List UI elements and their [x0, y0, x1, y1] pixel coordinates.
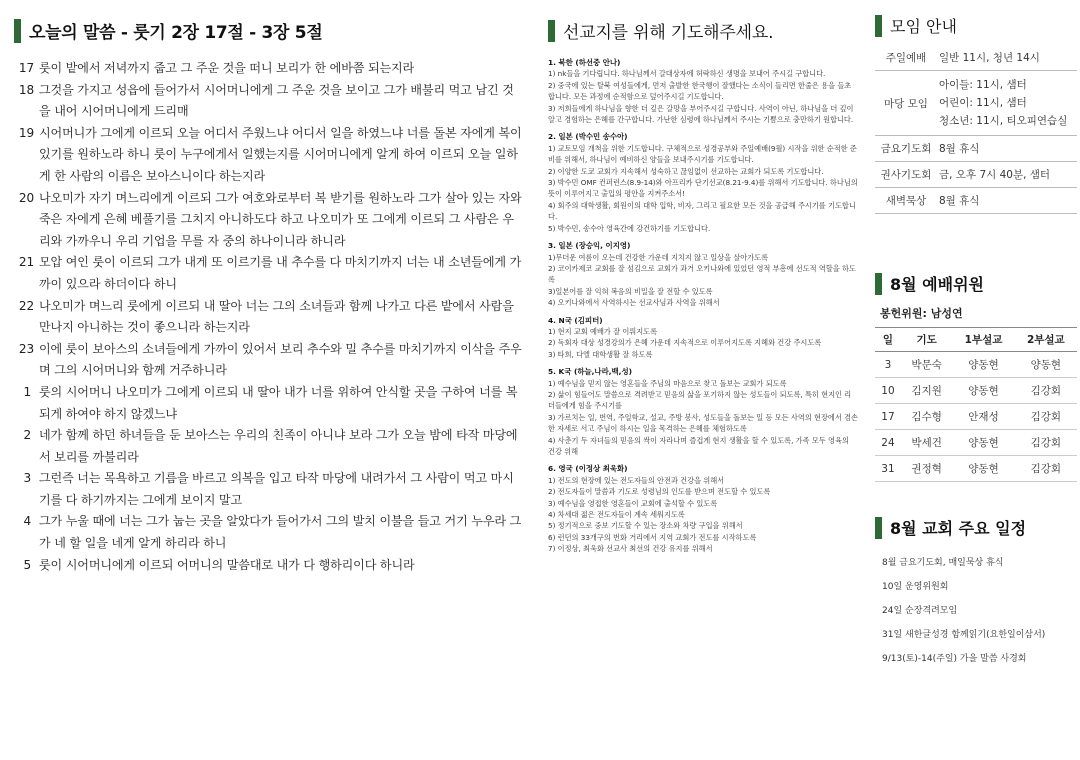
verse-number: 22	[18, 298, 34, 313]
verse-number: 19	[18, 125, 34, 140]
scripture-heading	[14, 18, 524, 43]
schedule-item: 9/13(토)-14(주일) 가을 말씀 사경회	[882, 654, 1027, 664]
meeting-value-line: 8월 휴식	[939, 143, 980, 155]
prayer-item: 7) 이정상, 최욱화 선교사 최선의 건강 유지를 위해서	[548, 544, 713, 554]
prayer-item: 4) 사춘기 두 자녀들의 믿음의 싹이 자라나며 즐겁게 현지 생활을 할 수 있도록, 가족 모두 영육의 건강 위해	[548, 435, 849, 456]
scripture-title: 오늘의 말씀 - 룻기 2장 17절 - 3장 5절	[29, 23, 323, 43]
prayer-group-title: 6. 영국 (이정상 최욱화)	[548, 464, 628, 474]
verse-item	[14, 382, 524, 425]
verse-number: 5	[23, 557, 31, 572]
meeting-label: 마당 모임	[884, 97, 928, 110]
duty-cell: 24	[875, 430, 901, 456]
heading-accent-bar	[875, 273, 882, 295]
duty-cell: 김수형	[901, 404, 952, 430]
duty-cell: 17	[875, 404, 901, 430]
prayer-list	[548, 57, 858, 555]
prayer-heading	[548, 18, 858, 43]
verse-text: 룻이 시어머니에게 이르되 어머니의 말씀대로 내가 다 행하리이다 하니라	[39, 557, 415, 572]
duty-cell: 박문숙	[901, 352, 952, 378]
verse-number: 20	[18, 190, 34, 205]
prayer-section	[548, 18, 858, 561]
prayer-group	[548, 240, 858, 308]
verse-item	[14, 511, 524, 554]
duty-header-cell: 1부설교	[952, 328, 1014, 352]
prayer-item: 4) 오키나와에서 사역하시는 선교사님과 사역을 위해서	[548, 298, 720, 308]
duty-row	[875, 352, 1077, 378]
verse-text: 이에 룻이 보아스의 소녀들에게 가까이 있어서 보리 추수와 밀 추수를 마치기까지 이삭을 주우며 그의 시어머니와 함께 거주하니라	[39, 341, 522, 378]
verse-text: 그것을 가지고 성읍에 들어가서 시어머니에게 그 주운 것을 보이고 그가 배불리 먹고 남긴 것을 내어 시어머니에게 드리매	[39, 82, 514, 119]
prayer-group-title: 5. K국 (하늘,나라,백,성)	[548, 367, 632, 377]
duty-title: 8월 예배위원	[890, 275, 984, 294]
schedule-title: 8월 교회 주요 일정	[890, 519, 1027, 538]
meeting-label: 금요기도회	[880, 143, 932, 155]
meetings-table	[875, 45, 1077, 214]
offering-committee: 봉헌위원: 남성연	[880, 307, 963, 320]
verse-text: 그가 누울 때에 너는 그가 눕는 곳을 알았다가 들어가서 그의 발치 이불을 들고 거기 누우라 그가 네 할 일을 네게 알게 하리라 하니	[39, 514, 522, 551]
verse-text: 시어머니가 그에게 이르되 오늘 어디서 주웠느냐 어디서 일을 하였느냐 너를 돌본 자에게 복이 있기를 원하노라 하니 룻이 누구에게서 일했는지를 시어머니에게 알게 하여 이르되 오늘 일하게 한 사람의 이름은 보아스니이다 하는지라	[39, 125, 522, 183]
meeting-value-line: 청소년: 11시, 티오피연습실	[939, 115, 1068, 127]
duty-cell: 양동현	[1015, 352, 1077, 378]
duty-row	[875, 430, 1077, 456]
prayer-item: 4) 회주의 대학생활, 회원이의 대학 입학, 비자, 그리고 필요한 모든 것을 공급해 주시기를 기도합니다.	[548, 200, 856, 222]
prayer-item: 3) 저희들에게 하나님을 향한 더 깊은 갈망을 부어주시길 구합니다. 사역이 아닌, 하나님을 더 깊이 알고 경험하는 은혜를 간구합니다. 가난한 심령에 하나님께서 주시는 기쁨으로 충만하기 원합니다.	[548, 103, 854, 125]
meeting-value	[937, 71, 1077, 136]
heading-accent-bar	[875, 15, 882, 37]
heading-accent-bar	[14, 19, 21, 43]
schedule-item: 31일 새한글성경 함께읽기(요한일이삼서)	[882, 630, 1046, 640]
verse-number: 21	[18, 255, 34, 270]
prayer-item: 1) nk들을 기다립니다. 하나님께서 갈대상자에 허락하신 생명을 보내어 주시길 구합니다.	[548, 69, 826, 79]
prayer-item: 1)무더운 여름이 오는데 건강한 가운데 지치지 않고 일상을 살아가도록	[548, 252, 769, 262]
duty-cell: 양동현	[952, 378, 1014, 404]
verse-item	[14, 80, 524, 123]
prayer-item: 2) 삶이 힘들어도 말씀으로 격려받고 믿음의 삶을 포기하지 않는 성도들이 되도록, 특히 현지인 리더들에게 힘을 주시기를	[548, 389, 852, 411]
duty-cell: 김강회	[1015, 404, 1077, 430]
duty-row	[875, 456, 1077, 482]
verse-item	[14, 296, 524, 339]
prayer-group-title: 1. 북한 (하선중 안나)	[548, 58, 621, 67]
duty-row	[875, 378, 1077, 404]
verse-text: 모압 여인 룻이 이르되 그가 내게 또 이르기를 내 추수를 다 마치기까지 너는 내 소년들에게 가까이 있으라 하더이다 하니	[39, 255, 522, 291]
prayer-item: 4) 차세대 젊은 전도자들이 계속 세워지도록	[548, 510, 685, 520]
duty-cell: 김강회	[1015, 378, 1077, 404]
verse-text: 룻이 밭에서 저녁까지 줍고 그 주운 것을 떠니 보리가 한 에바쯤 되는지라	[39, 61, 415, 75]
duty-header-cell: 2부설교	[1015, 328, 1077, 352]
meeting-row	[875, 162, 1077, 188]
prayer-group	[548, 366, 858, 457]
duty-cell: 3	[875, 352, 901, 378]
verse-item	[14, 555, 524, 577]
prayer-item: 3)일본어를 잘 익혀 복음의 비밀을 잘 전할 수 있도록	[548, 286, 713, 296]
prayer-group	[548, 131, 858, 234]
duty-header-cell: 일	[875, 328, 901, 352]
duty-cell: 김강회	[1015, 430, 1077, 456]
duty-cell: 양동현	[952, 430, 1014, 456]
duty-cell: 10	[875, 378, 901, 404]
verse-item	[14, 252, 524, 295]
prayer-item: 1) 예수님을 믿지 않는 영혼들을 주님의 마음으로 찾고 돌보는 교회가 되도록	[548, 378, 787, 388]
verse-number: 2	[23, 428, 31, 443]
schedule-list	[875, 551, 1077, 671]
prayer-item: 3) 예수님을 영접한 영혼들이 교회에 출석할 수 있도록	[548, 498, 718, 508]
meeting-value-line: 아이들: 11시, 샘터	[939, 79, 1027, 91]
prayer-item: 3) 타희, 다엘 대학생활 잘 하도록	[548, 349, 653, 359]
duty-cell: 안재성	[952, 404, 1014, 430]
schedule-item: 8월 금요기도회, 매일묵상 휴식	[882, 558, 1004, 568]
prayer-group	[548, 57, 858, 125]
verse-item	[14, 425, 524, 468]
verse-item	[14, 123, 524, 188]
prayer-item: 2) 코이카제코 교회를 잘 섬김으로 교회가 과거 오키나와에 있었던 영적 부흥에 선도적 역할을 하도록	[548, 263, 856, 285]
verse-number: 1	[23, 384, 31, 399]
schedule-item: 24일 순장격려모임	[882, 606, 958, 616]
duty-cell: 양동현	[952, 456, 1014, 482]
heading-accent-bar	[548, 20, 555, 42]
scripture-section	[14, 18, 524, 576]
duty-header-row	[875, 328, 1077, 352]
meeting-value-line: 일반 11시, 청년 14시	[939, 52, 1040, 64]
meeting-value	[937, 162, 1077, 188]
verse-number: 3	[23, 471, 31, 486]
duty-table	[875, 327, 1077, 482]
verse-item	[14, 468, 524, 511]
verse-number: 23	[18, 341, 34, 356]
verse-list	[14, 58, 524, 576]
meeting-label: 주일예배	[885, 52, 927, 64]
meeting-value	[937, 136, 1077, 162]
prayer-item: 2) 이양한 도쿄 교회가 지속해서 성숙하고 끊임없이 선교하는 교회가 되도록 기도합니다.	[548, 166, 824, 176]
verse-item	[14, 339, 524, 382]
meeting-label: 권사기도회	[880, 169, 932, 181]
prayer-item: 5) 박수민, 송수아 영육간에 강건하기를 기도합니다.	[548, 223, 711, 233]
meeting-value-line: 어린이: 11시, 샘터	[939, 97, 1027, 109]
verse-item	[14, 58, 524, 80]
verse-text: 나오미가 며느리 룻에게 이르되 내 딸아 너는 그의 소녀들과 함께 나가고 다른 밭에서 사람을 만나지 아니하는 것이 좋으니라 하는지라	[39, 298, 514, 335]
sidebar	[875, 14, 1077, 671]
duty-row	[875, 404, 1077, 430]
schedule-item: 10일 운영위원회	[882, 582, 949, 592]
verse-text: 그런즉 너는 목욕하고 기름을 바르고 의복을 입고 타작 마당에 내려가서 그 사람이 먹고 마시기를 다 하기까지는 그에게 보이지 말고	[39, 471, 514, 507]
verse-number: 18	[18, 82, 34, 97]
verse-number: 17	[18, 61, 34, 75]
verse-text: 나오미가 자기 며느리에게 이르되 그가 여호와로부터 복 받기를 원하노라 그가 살아 있는 자와 죽은 자에게 은혜 베풀기를 그치지 아니하도다 하고 나오미가 또 그에게 이르되 그 사람은 우리와 가까우니 우리 기업을 무를 자 중의 하나이니라 하니라	[39, 190, 522, 248]
meetings-title: 모임 안내	[890, 17, 957, 36]
duty-cell: 김지원	[901, 378, 952, 404]
prayer-item: 1) 전도의 현장에 있는 전도자들의 안전과 건강을 위해서	[548, 475, 725, 485]
prayer-item: 5) 정기적으로 중보 기도할 수 있는 장소와 차량 구입을 위해서	[548, 521, 743, 531]
verse-number: 4	[23, 514, 31, 529]
prayer-item: 1) 현지 교회 예배가 잘 이뤄지도록	[548, 326, 658, 336]
meeting-value	[937, 45, 1077, 71]
schedule-heading	[875, 516, 1077, 539]
prayer-item: 3) 박수민 OMF 컨퍼런스(8.9-14)와 아프리카 단기선교(8.21-9.4)를 위해서 기도합니다. 하나님의 뜻이 이루어지고 출입의 평안을 지켜주소서!	[548, 178, 858, 199]
meeting-row	[875, 45, 1077, 71]
prayer-item: 6) 런던의 33개구의 번화 거리에서 지역 교회가 전도를 시작하도록	[548, 532, 757, 542]
duty-cell: 31	[875, 456, 901, 482]
meeting-value-line: 8월 휴식	[939, 195, 980, 207]
duty-cell: 김강회	[1015, 456, 1077, 482]
duty-cell: 권정혁	[901, 456, 952, 482]
prayer-group-title: 3. 일본 (장승익, 이지영)	[548, 241, 631, 251]
prayer-group	[548, 315, 858, 361]
prayer-item: 2) 전도자들이 말씀과 기도로 성령님의 인도를 받으며 전도할 수 있도록	[548, 487, 771, 497]
verse-text: 네가 함께 하던 하녀들을 둔 보아스는 우리의 친족이 아니냐 보라 그가 오늘 밤에 타작 마당에서 보리를 까불리라	[39, 428, 518, 464]
duty-heading	[875, 272, 1077, 295]
prayer-group	[548, 463, 858, 554]
meeting-row	[875, 136, 1077, 162]
meeting-value-line: 금, 오후 7시 40분, 샘터	[939, 169, 1051, 181]
prayer-item: 1) 교토모임 개척을 위한 기도합니다. 구체적으로 성경공부와 주일예배(9월) 시작을 위한 순적한 준비를 위해서, 하나님이 예비하신 양들을 보내주시기를 기도합니다.	[548, 143, 857, 165]
duty-header-cell: 기도	[901, 328, 952, 352]
meeting-row	[875, 188, 1077, 214]
prayer-item: 3) 가르치는 일, 번역, 주일학교, 설교, 주방 봉사, 성도들을 돌보는 일 등 모든 사역의 현장에서 겸손한 자세로 서고 주님이 하시는 일을 목격하는 은혜를 체험하도록	[548, 412, 858, 434]
prayer-group-title: 2. 일본 (박수민 송수아)	[548, 132, 628, 142]
meeting-value	[937, 188, 1077, 214]
verse-text: 룻의 시어머니 나오미가 그에게 이르되 내 딸아 내가 너를 위하여 안식할 곳을 구하여 너를 복되게 하여야 하지 않겠느냐	[39, 384, 518, 421]
duty-cell: 양동현	[952, 352, 1014, 378]
meeting-row	[875, 71, 1077, 136]
heading-accent-bar	[875, 517, 882, 539]
prayer-item: 2) 독회자 대상 성경강의가 은혜 가운데 지속적으로 이루어지도록 지혜와 건강 주시도록	[548, 338, 822, 348]
meeting-label: 새벽묵상	[885, 195, 927, 207]
duty-cell: 박세건	[901, 430, 952, 456]
verse-item	[14, 188, 524, 253]
prayer-item: 2) 중국에 있는 탈북 여성들에게, 먼저 출발한 한국행이 잘했다는 소식이 들리면 한줄은 용을 들초합니다. 모든 과정에 순적함으로 덮어주시길 기도합니다.	[548, 80, 852, 102]
prayer-title: 선교지를 위해 기도해주세요.	[563, 23, 774, 43]
meetings-heading	[875, 14, 1077, 37]
prayer-group-title: 4. N국 (김피터)	[548, 315, 603, 325]
